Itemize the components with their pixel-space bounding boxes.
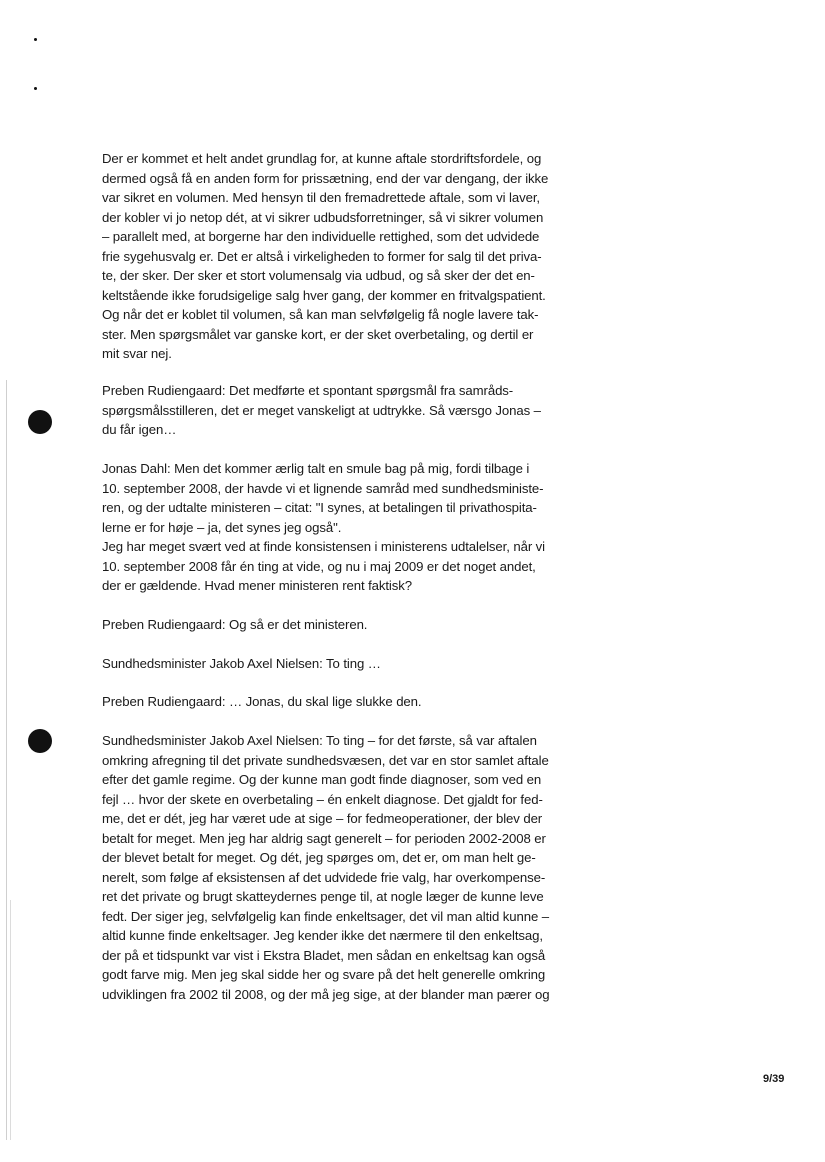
text-line: godt farve mig. Men jeg skal sidde her og svare på det helt generelle omkring bbox=[102, 967, 546, 982]
binder-hole bbox=[28, 410, 52, 434]
scan-speck bbox=[34, 38, 37, 41]
text-line: dermed også få en anden form for prissætning, end der var dengang, der ikke bbox=[102, 170, 549, 186]
text-line: Jonas Dahl: Men det kommer ærlig talt en smule bag på mig, fordi tilbage i bbox=[102, 461, 530, 476]
paragraph-chair-remark bbox=[102, 381, 582, 440]
paragraph-minister-long-answer bbox=[102, 731, 582, 1004]
text-line: lerne er for høje – ja, det synes jeg også". bbox=[102, 519, 342, 535]
text-line: altid kunne finde enkeltsager. Jeg kender ikke det nærmere til den enkeltsag, bbox=[102, 928, 543, 943]
scan-speck bbox=[34, 87, 37, 90]
text-line: Preben Rudiengaard: … Jonas, du skal lige slukke den. bbox=[102, 694, 422, 709]
text-line: Preben Rudiengaard: Og så er det ministeren. bbox=[102, 617, 368, 632]
text-line: mit svar nej. bbox=[102, 346, 172, 361]
text-line: nerelt, som følge af eksistensen af det udvidede frie valg, har overkompense- bbox=[102, 869, 546, 885]
text-line: 10. september 2008, der havde vi et lignende samråd med sundhedsministe- bbox=[102, 480, 544, 496]
text-line: 10. september 2008 får én ting at vide, og nu i maj 2009 er det noget andet, bbox=[102, 558, 536, 574]
paragraph-chair-switch-off bbox=[102, 692, 582, 712]
paragraph-chair-minister bbox=[102, 615, 582, 635]
text-line: fejl … hvor der skete en overbetaling – én enkelt diagnose. Det gjaldt for fed- bbox=[102, 791, 543, 807]
text-line: spørgsmålsstilleren, det er meget vanskeligt at udtrykke. Så værsgo Jonas – bbox=[102, 402, 541, 418]
text-line: Preben Rudiengaard: Det medførte et spontant spørgsmål fra samråds- bbox=[102, 383, 514, 398]
text-line: efter det gamle regime. Og der kunne man godt finde diagnoser, som ved en bbox=[102, 772, 542, 787]
text-line: Og når det er koblet til volumen, så kan man selvfølgelig få nogle lavere tak- bbox=[102, 307, 539, 322]
text-line: Sundhedsminister Jakob Axel Nielsen: To ting … bbox=[102, 656, 381, 671]
text-line: var sikret en volumen. Med hensyn til den fremadrettede aftale, som vi laver, bbox=[102, 190, 540, 205]
text-line: me, det er dét, jeg har været ude at sige – for fedmeoperationer, der blev der bbox=[102, 811, 543, 826]
scan-margin-line bbox=[6, 380, 7, 1140]
text-line: der kobler vi jo netop dét, at vi sikrer udbudsforretninger, så vi sikrer volumen bbox=[102, 209, 544, 225]
page-number: 9/39 bbox=[763, 1073, 785, 1085]
text-line: ren, og der udtalte ministeren – citat: "I synes, at betalingen til privathospita- bbox=[102, 500, 537, 515]
text-line: ster. Men spørgsmålet var ganske kort, er der sket overbetaling, og dertil er bbox=[102, 326, 534, 342]
text-line: – parallelt med, at borgerne har den individuelle rettighed, som det udvidede bbox=[102, 229, 540, 244]
text-line: fedt. Der siger jeg, selvfølgelig kan finde enkeltsager, det vil man altid kunne – bbox=[102, 908, 550, 924]
scan-margin-line bbox=[10, 900, 11, 1140]
text-line: betalt for meget. Men jeg har aldrig sagt generelt – for perioden 2002-2008 er bbox=[102, 830, 546, 846]
text-line: omkring afregning til det private sundhedsvæsen, det var en stor samlet aftale bbox=[102, 752, 549, 768]
paragraph-minister-answer bbox=[102, 149, 582, 364]
text-line: keltstående ikke forudsigelige salg hver gang, der kommer en fritvalgspatient. bbox=[102, 287, 546, 303]
text-line: Sundhedsminister Jakob Axel Nielsen: To ting – for det første, så var aftalen bbox=[102, 733, 537, 748]
text-line: frie sygehusvalg er. Det er altså i virkeligheden to former for salg til det priva- bbox=[102, 248, 542, 264]
text-line: Jeg har meget svært ved at finde konsistensen i ministerens udtalelser, når vi bbox=[102, 539, 545, 554]
text-line: te, der sker. Der sker et stort volumensalg via udbud, og så sker der det en- bbox=[102, 268, 535, 283]
paragraph-minister-two-things bbox=[102, 654, 582, 674]
binder-hole bbox=[28, 729, 52, 753]
text-line: udviklingen fra 2002 til 2008, og der må jeg sige, at der blander man pærer og bbox=[102, 986, 550, 1002]
text-line: Der er kommet et helt andet grundlag for, at kunne aftale stordriftsfordele, og bbox=[102, 151, 542, 166]
text-line: der blevet betalt for meget. Og dét, jeg spørges om, det er, om man helt ge- bbox=[102, 850, 536, 865]
paragraph-jonas-dahl bbox=[102, 459, 582, 596]
text-line: ret det private og brugt skatteydernes penge til, at nogle læger de kunne leve bbox=[102, 889, 544, 904]
text-line: der på et tidspunkt var vist i Ekstra Bladet, men sådan en enkeltsag kan også bbox=[102, 947, 546, 963]
text-line: du får igen… bbox=[102, 422, 177, 437]
text-line: der er gældende. Hvad mener ministeren rent faktisk? bbox=[102, 578, 412, 593]
